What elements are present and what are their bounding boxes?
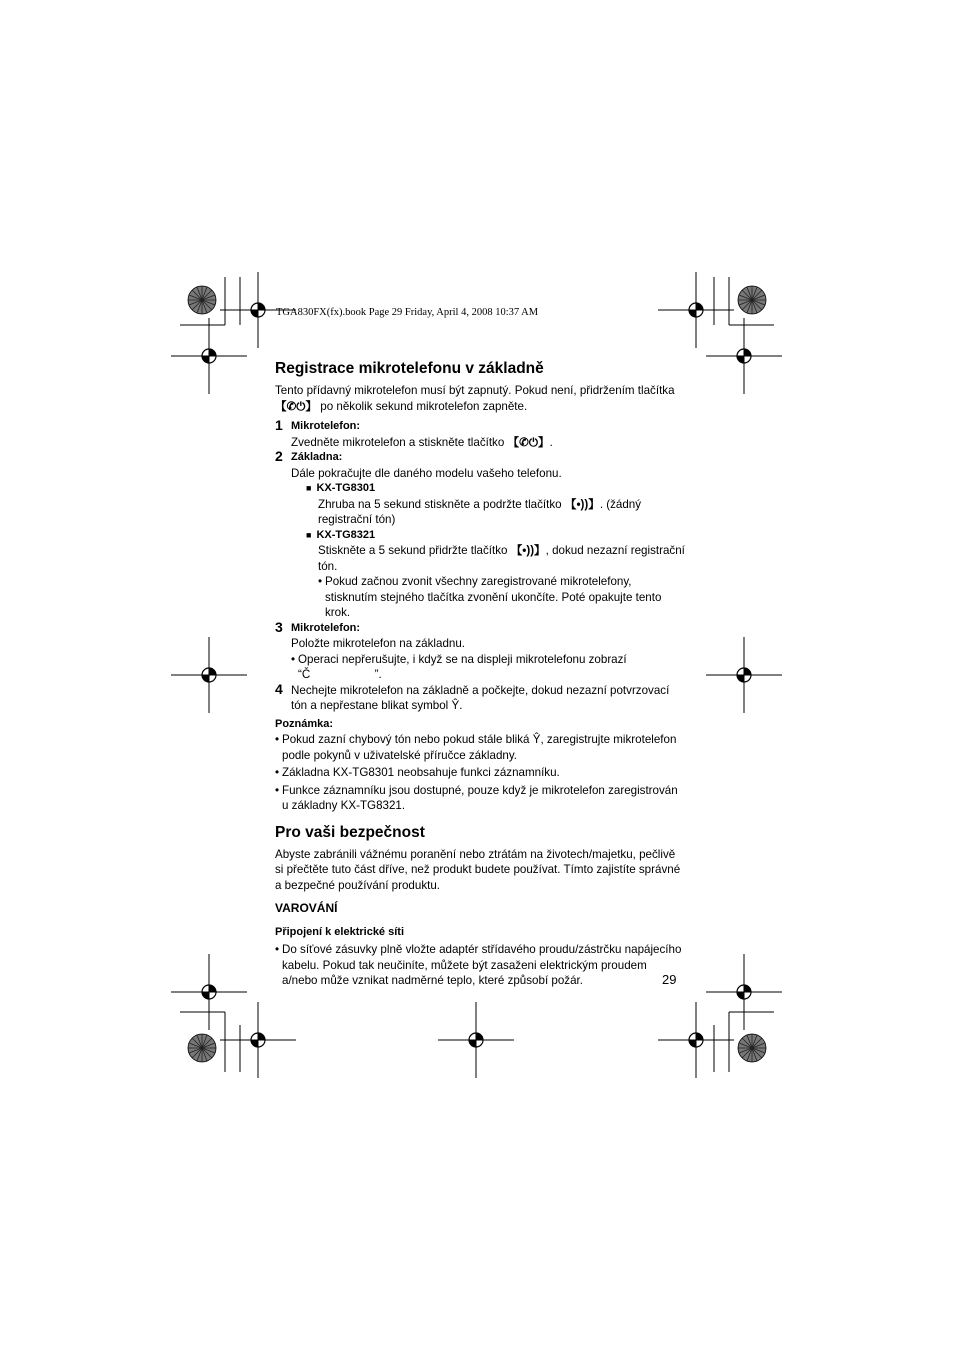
note-item: • Funkce záznamníku jsou dostupné, pouze když je mikrotelefon zaregistrován u základny KX-TG8321. — [275, 783, 685, 814]
step-label: Mikrotelefon: — [291, 621, 361, 634]
page-number: 29 — [662, 972, 677, 987]
page-content — [275, 360, 685, 989]
model-text: Zhruba na 5 sekund stiskněte a podržte tlačítko 【•))】. (žádný registrační tón) — [318, 497, 642, 526]
print-slug: TGA830FX(fx).book Page 29 Friday, April 4, 2008 10:37 AM — [276, 307, 539, 318]
step-label: Mikrotelefon: — [291, 420, 361, 432]
antenna-icon: Ŷ — [532, 733, 541, 746]
bullet-item: • Do síťové zásuvky plně vložte adaptér střídavého proudu/zástrčku napájecího kabelu. Pokud tak neučiníte, můžete být zasaženi elektrickým proudem a/nebo může vznikat nadměrné teplo, které způsobí požár. — [275, 942, 685, 989]
step-text: Nechejte mikrotelefon na základně a počkejte, dokud nezazní potvrzovací tón a nepřestane blikat symbol Ŷ. — [291, 683, 670, 712]
step-text: Zvedněte mikrotelefon a stiskněte tlačítko 【✆⏻】. — [291, 435, 553, 449]
step-text: Dále pokračujte dle daného modelu vašeho telefonu. — [291, 466, 562, 480]
safety-intro: Abyste zabránili vážnému poranění nebo ztrátám na životech/majetku, pečlivě si přečtěte tuto část dříve, než produkt budete používat. Tímto zajistíte správné a bezpečné používání produktu. — [275, 847, 681, 892]
step-3 — [275, 618, 685, 683]
antenna-icon: Ŷ — [451, 699, 460, 712]
locator-button-symbol: 【•))】 — [564, 497, 600, 511]
step-1 — [275, 419, 685, 450]
locator-button-symbol: 【•))】 — [510, 544, 546, 557]
model-kx-tg8301 — [291, 481, 685, 528]
talk-off-button-symbol: 【✆⏻】 — [507, 435, 550, 449]
step-4 — [275, 680, 685, 714]
section-title-registration: Registrace mikrotelefonu v základně — [275, 360, 544, 377]
step-number: 1 — [275, 417, 283, 433]
talk-off-button-symbol: 【✆⏻】 — [275, 399, 318, 413]
note-item: • Základna KX-TG8301 neobsahuje funkci záznamníku. — [275, 765, 685, 781]
subheading-power: Připojení k elektrické síti — [275, 925, 405, 938]
step-text: Položte mikrotelefon na základnu. — [291, 637, 466, 650]
model-text: Stiskněte a 5 sekund přidržte tlačítko 【•))】, dokud nezazní registrační tón. — [318, 544, 685, 573]
bullet-item: • Pokud začnou zvonit všechny zaregistrované mikrotelefony, stisknutím stejného tlačítka zvonění ukončíte. Poté opakujte tento krok. — [318, 574, 685, 621]
notes-list — [275, 732, 685, 814]
note-item: • Pokud zazní chybový tón nebo pokud stále bliká Ŷ, zaregistrujte mikrotelefon podle pokynů v uživatelské příručce základny. — [275, 732, 685, 763]
section-title-safety: Pro vaši bezpečnost — [275, 823, 425, 841]
note-heading: Poznámka: — [275, 717, 334, 730]
bullet-item: • Operaci nepřerušujte, i když se na displeji mikrotelefonu zobrazí “Č ”. — [291, 652, 685, 683]
warning-heading: VAROVÁNÍ — [275, 901, 338, 915]
model-heading: ■ KX-TG8301 — [306, 481, 685, 497]
step-number: 2 — [275, 448, 283, 464]
model-heading: ■ KX-TG8321 — [306, 528, 685, 544]
step-number: 4 — [275, 680, 283, 697]
step-number: 3 — [275, 618, 283, 635]
model-kx-tg8321 — [291, 528, 685, 621]
step-label: Základna: — [291, 451, 343, 463]
step-2 — [275, 450, 685, 621]
intro-text: Tento přídavný mikrotelefon musí být zapnutý. Pokud není, přidržením tlačítka 【✆⏻】 po několik sekund mikrotelefon zapněte. — [275, 384, 675, 413]
